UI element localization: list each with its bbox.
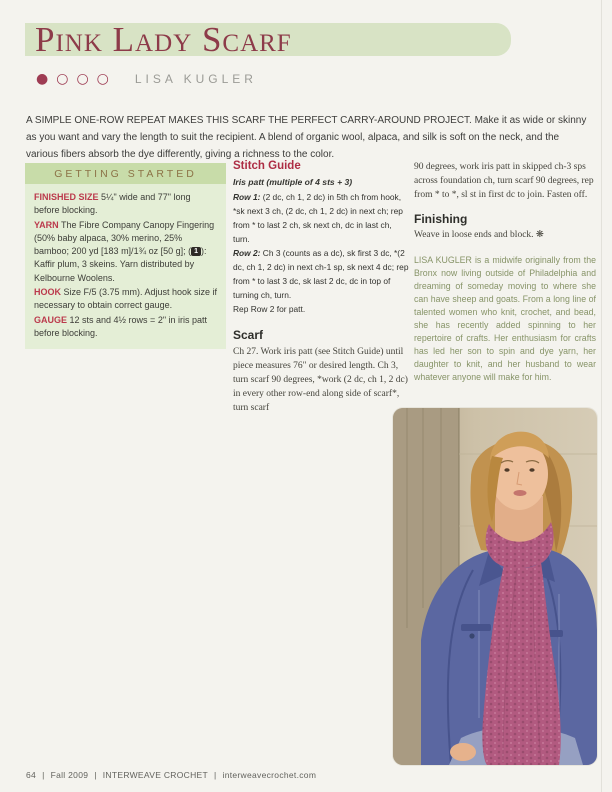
footer-website-link: interweavecrochet.com: [222, 770, 317, 780]
difficulty-dot-empty-icon: ○: [76, 71, 89, 87]
stitch-guide-title: Stitch Guide: [233, 160, 301, 172]
hook-value: Size F/5 (3.75 mm). Adjust hook size if necessary to obtain correct gauge.: [34, 287, 218, 311]
right-column: [414, 160, 596, 393]
intro-rest: Make it as wide or skinny as you want and vary the length to suit the recipient. A blend of organic wool, alpaca, and silk is soft on the neck, and the various fibers absorb the dye differently, giving a richness to the color.: [26, 115, 587, 160]
footer-separator: |: [94, 770, 97, 780]
bio-text: is a midwife originally from the Bronx now living outside of Philadelphia and dreaming of someday moving to where she can have sheep and goats. From a long line of talented women who knit, crochet, and bead, she has recently added spinning to her repertoire of crafts. Her enthusiasm for crafts has led her son to spin and dye yarn, her daughter to knit, and her husband to wear whatever anyone will make for him.: [414, 255, 596, 382]
bio-designer-name: LISA KUGLER: [414, 255, 472, 265]
page-footer: [26, 770, 316, 780]
finishing-instructions: Weave in loose ends and block. ❋: [414, 230, 544, 240]
yarn-text-post: ): Kaffir plum, 3 skeins. Yarn distributed by Kelbourne Woolens.: [34, 246, 207, 283]
finished-size-line: [34, 191, 218, 218]
finishing-title: Finishing: [414, 212, 468, 226]
row2-label: Row 2:: [233, 248, 261, 258]
yarn-weight-symbol-icon: 1: [191, 247, 201, 256]
designer-bio: [414, 254, 596, 384]
getting-started-header: GETTING STARTED: [25, 163, 226, 184]
intro-paragraph: [26, 112, 588, 163]
byline-row: [36, 70, 257, 88]
row1-label: Row 1:: [233, 192, 261, 202]
gauge-line: [34, 314, 218, 341]
stitch-guide-repeat: Rep Row 2 for patt.: [233, 304, 306, 314]
footer-separator: |: [213, 770, 217, 780]
designer-byline: LISA KUGLER: [134, 72, 257, 86]
hook-label: HOOK: [34, 287, 61, 298]
difficulty-dot-empty-icon: ○: [96, 71, 109, 87]
scarf-section-title: Scarf: [233, 328, 264, 342]
scarf-instructions-continued: 90 degrees, work iris patt in skipped ch-3 sps across foundation ch, turn scarf 90 degrees, rep from * to *, sl st in first dc to join. Fasten off.: [414, 162, 594, 200]
yarn-line: [34, 219, 218, 285]
getting-started-box: [25, 163, 226, 349]
finished-size-value: 5¼" wide and 77" long before blocking.: [34, 192, 191, 216]
footer-separator: |: [42, 770, 45, 780]
footer-page-number: 64: [26, 770, 37, 780]
footer-issue: Fall 2009: [50, 770, 89, 780]
footer-magazine-name: INTERWEAVE CROCHET: [102, 770, 208, 780]
difficulty-dot-empty-icon: ○: [56, 71, 69, 87]
difficulty-dot-filled-icon: ●: [36, 71, 49, 87]
stitch-guide-subtitle: Iris patt (multiple of 4 sts + 3): [233, 177, 353, 187]
stitch-guide-row1: [233, 190, 409, 246]
page-title: Pink Lady Scarf: [35, 20, 292, 59]
intro-lead-caps: A SIMPLE ONE-ROW REPEAT MAKES THIS SCARF THE PERFECT CARRY-AROUND PROJECT.: [26, 115, 472, 126]
finished-size-label: FINISHED SIZE: [34, 192, 99, 202]
getting-started-body: [25, 184, 226, 340]
gauge-label: GAUGE: [34, 314, 68, 325]
gauge-value: 12 sts and 4½ rows = 2" in iris patt before blocking.: [34, 314, 208, 338]
scarf-instructions: Ch 27. Work iris patt (see Stitch Guide) until piece measures 76" or desired length. Ch 3, turn scarf 90 degrees, *work (2 dc, ch 1, 2 dc) in every other row-end along side of scarf*, turn scarf: [233, 347, 408, 413]
stitch-guide-row2: [233, 246, 409, 302]
yarn-text-pre: The Fibre Company Canopy Fingering (50% baby alpaca, 30% merino, 25% bamboo; 200 yd [183 m]/1¾ oz [50 g]; (: [34, 219, 215, 257]
row1-text: (2 dc, ch 1, 2 dc) in 5th ch from hook, *sk next 3 ch, (2 dc, ch 1, 2 dc) in next ch; rep from * to last 2 ch, sk next ch, dc in last ch, turn.: [233, 192, 403, 244]
scarf-photo: [393, 408, 597, 765]
row2-text: Ch 3 (counts as a dc), sk first 3 dc, *(2 dc, ch 1, 2 dc) in next ch-1 sp, sk next 4 dc; rep from * to last 3 dc, sk last 2 dc, dc in top of turning ch, turn.: [233, 248, 409, 300]
middle-column: [233, 160, 409, 415]
hook-line: [34, 286, 218, 313]
yarn-label: YARN: [34, 219, 59, 230]
